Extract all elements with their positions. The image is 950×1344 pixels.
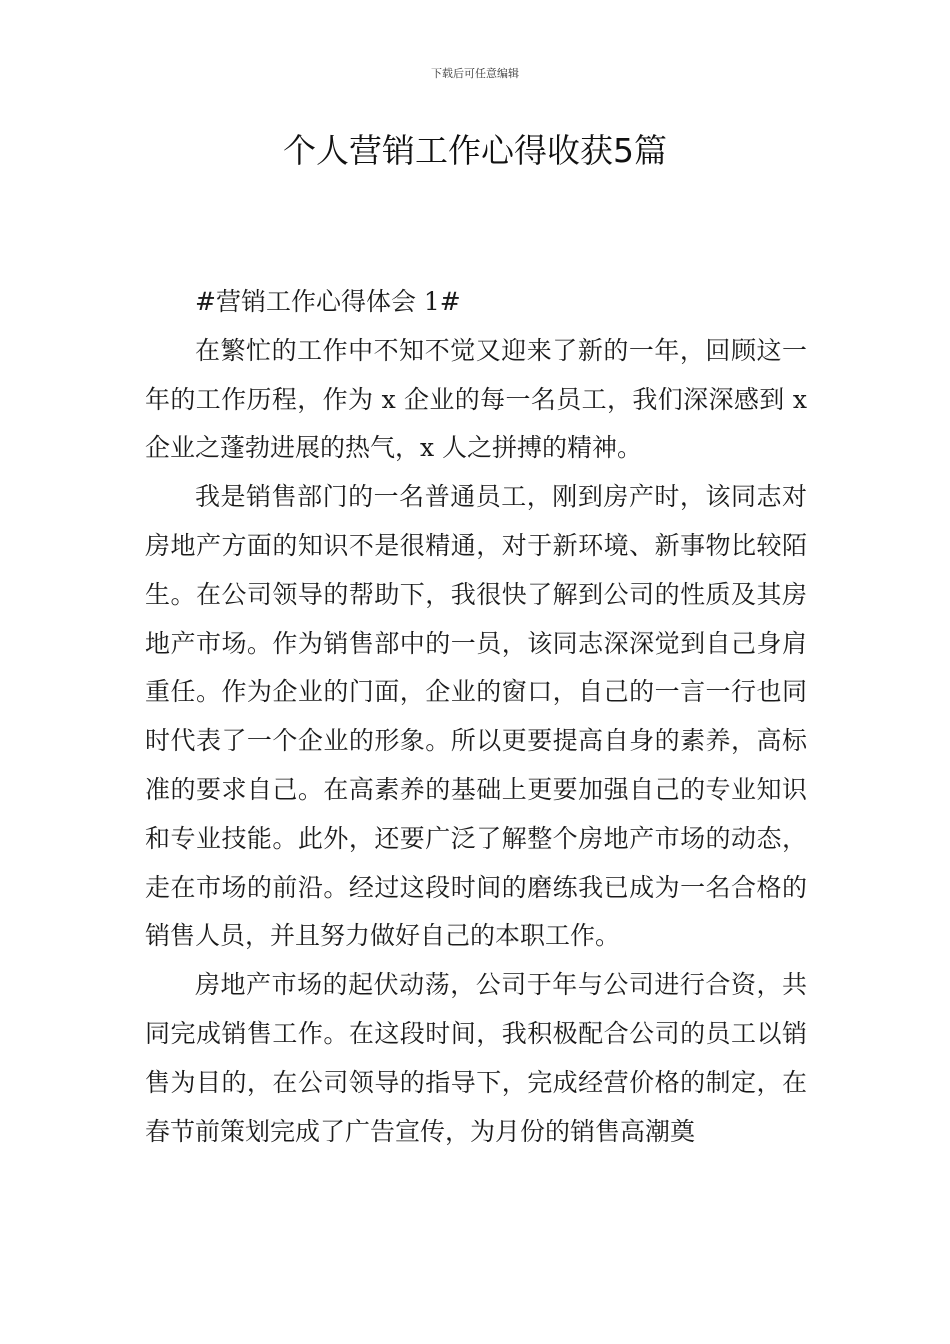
paragraph: 我是销售部门的一名普通员工，刚到房产时，该同志对房地产方面的知识不是很精通，对于新环境、新事物比较陌生。在公司领导的帮助下，我很快了解到公司的性质及其房地产市场。作为销售部中的一员，该同志深深觉到自己身肩重任。作为企业的门面，企业的窗口，自己的一言一行也同时代表了一个企业的形象。所以更要提高自身的素养，高标准的要求自己。在高素养的基础上更要加强自己的专业知识和专业技能。此外，还要广泛了解整个房地产市场的动态，走在市场的前沿。经过这段时间的磨练我已成为一名合格的销售人员，并且努力做好自己的本职工作。 xyxy=(145,482,807,951)
paragraph: 在繁忙的工作中不知不觉又迎来了新的一年，回顾这一年的工作历程，作为 x 企业的每一名员工，我们深深感到 x 企业之蓬勃进展的热气，x 人之拼搏的精神。 xyxy=(145,335,807,463)
section-heading: #营销工作心得体会 1# xyxy=(195,287,461,316)
document-title: 个人营销工作心得收获5篇 xyxy=(283,131,667,170)
document-body xyxy=(145,278,807,1156)
paragraph: 房地产市场的起伏动荡，公司于年与公司进行合资，共同完成销售工作。在这段时间，我积极配合公司的员工以销售为目的，在公司领导的指导下，完成经营价格的制定，在春节前策划完成了广告宣传，为月份的销售高潮奠 xyxy=(145,970,807,1146)
header-note: 下载后可任意编辑 xyxy=(431,67,519,80)
